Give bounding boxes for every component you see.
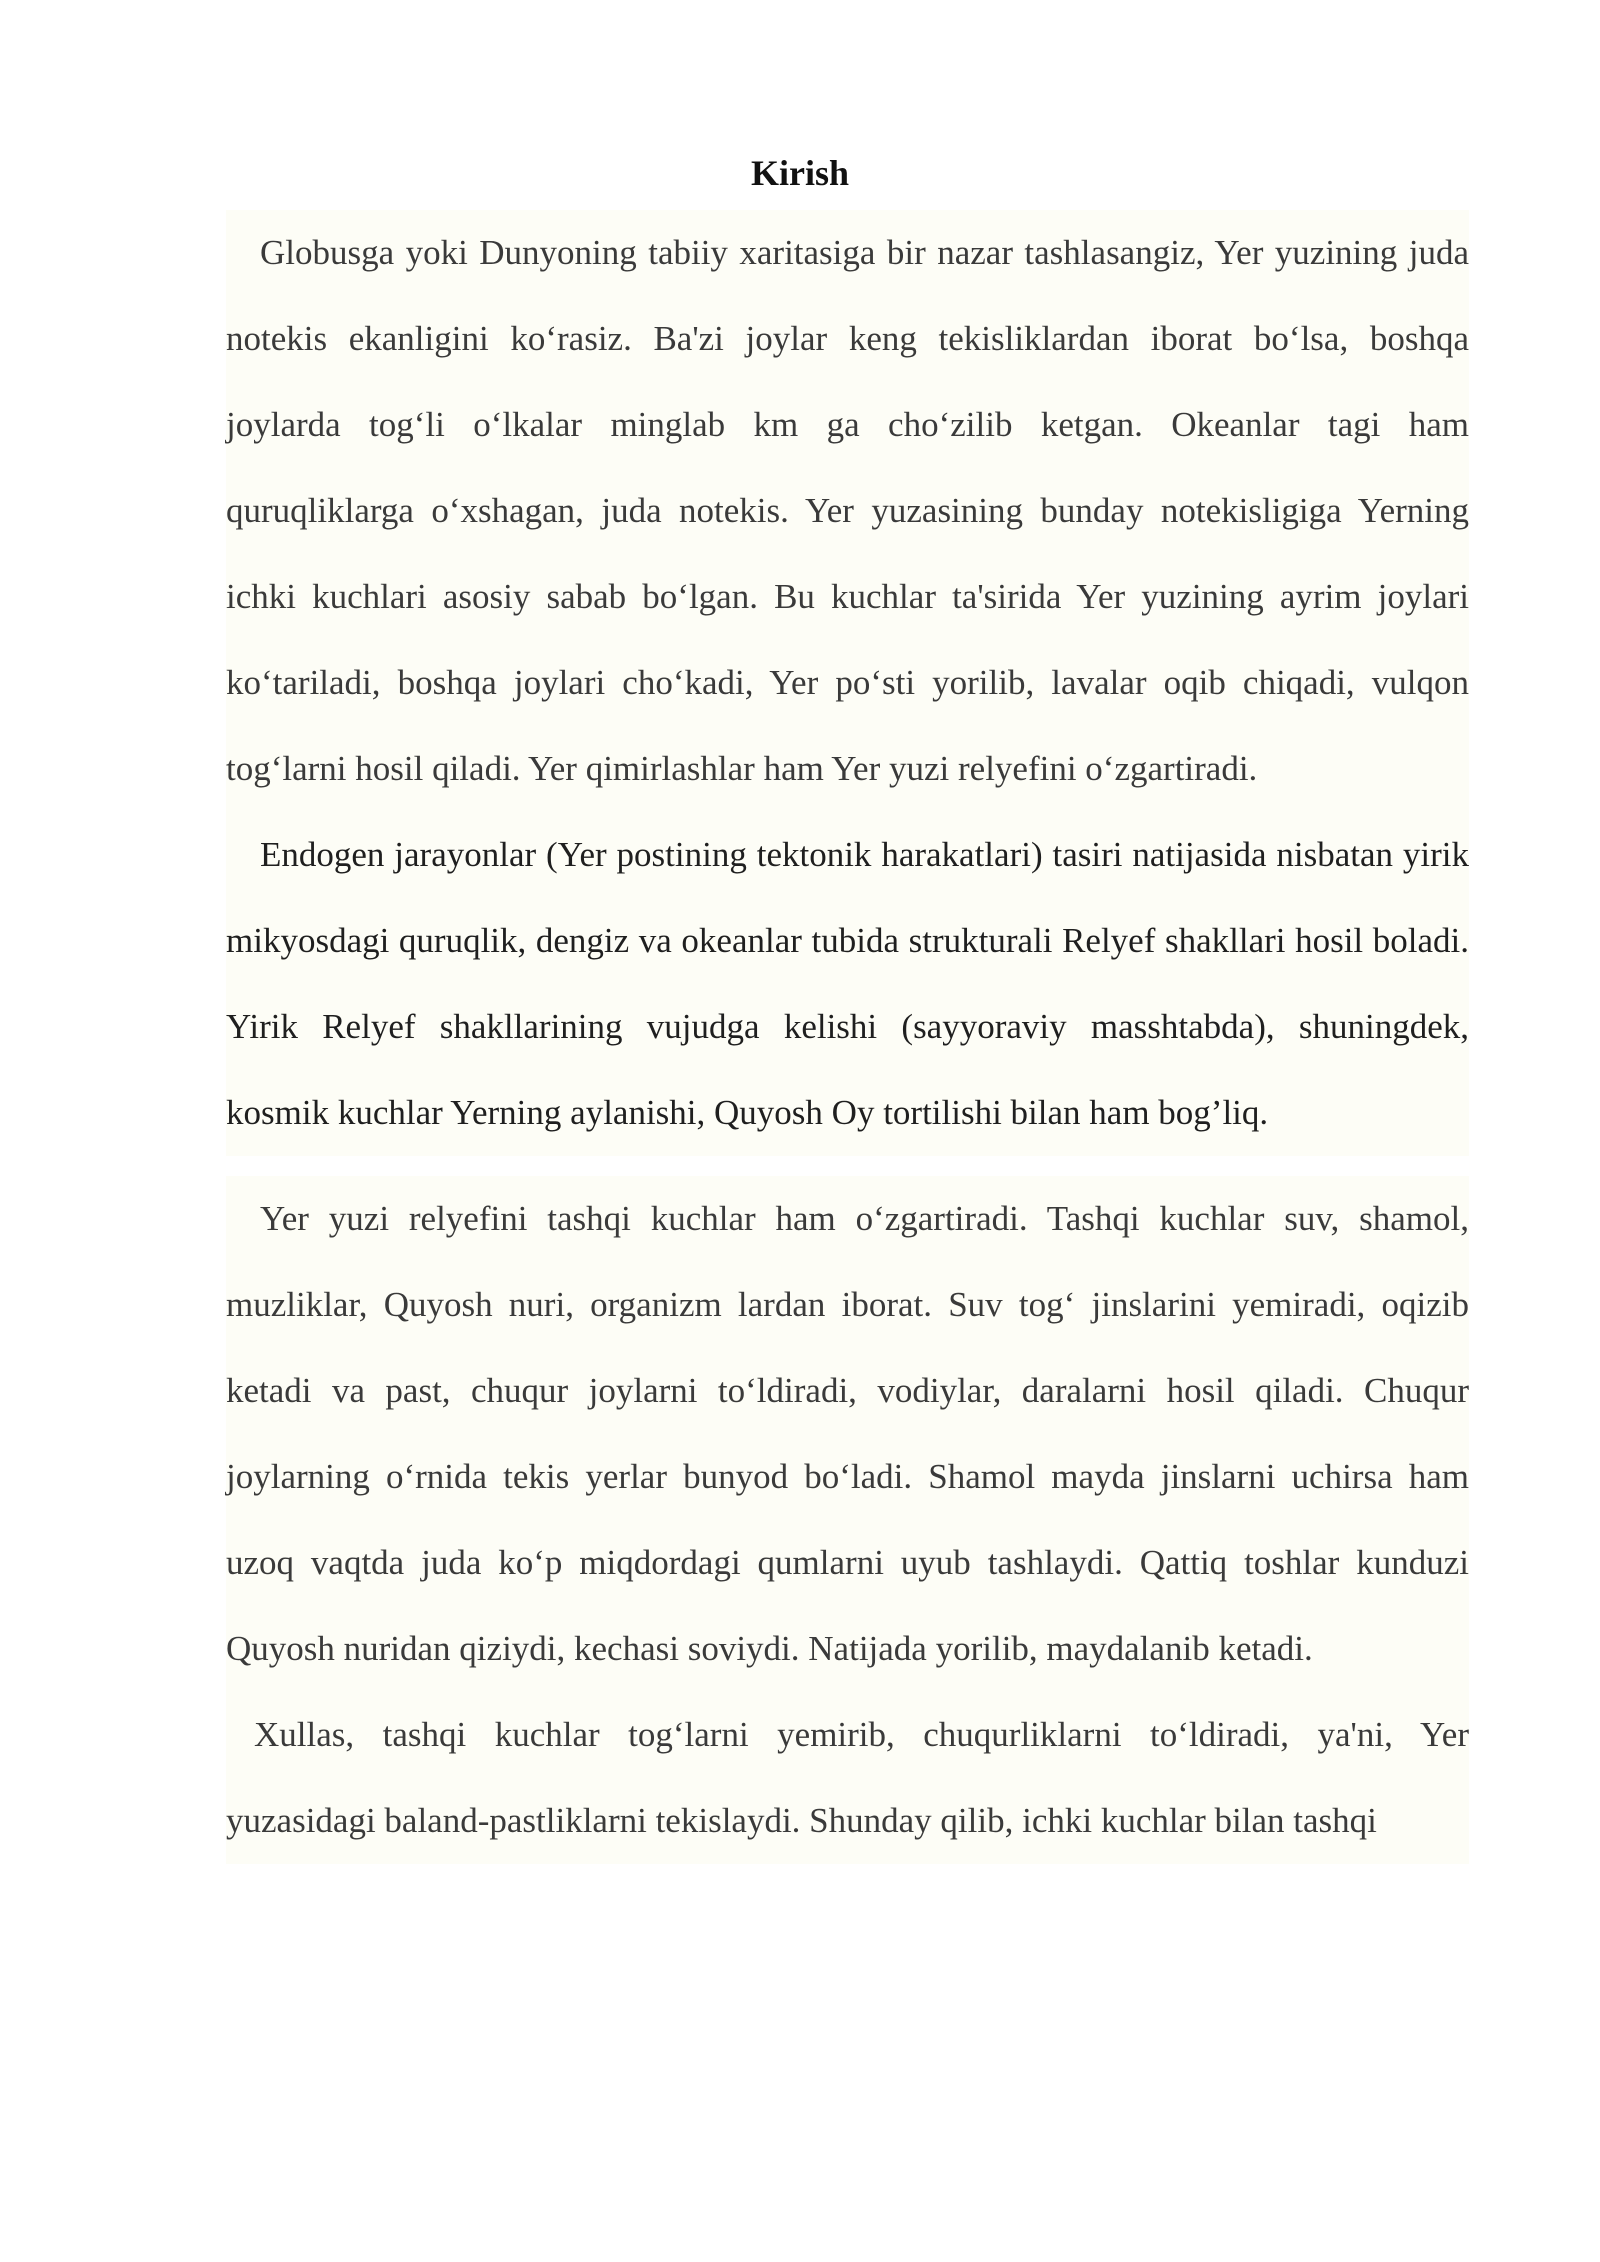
paragraph-3: Yer yuzi relyefini tashqi kuchlar ham o‘zgartiradi. Tashqi kuchlar suv, shamol, muzliklar, Quyosh nuri, organizm lardan iborat. Suv tog‘ jinslarini yemiradi, oqizib ketadi va past, chuqur joylarni to‘ldiradi, vodiylar, daralarni hosil qiladi. Chuqur joylarning o‘rnida tekis yerlar bunyod bo‘ladi. Shamol mayda jinslarni uchirsa ham uzoq vaqtda juda ko‘p miqdordagi qumlarni uyub tashlaydi. Qattiq toshlar kunduzi Quyosh nuridan qiziydi, kechasi soviydi. Natijada yorilib, maydalanib ketadi. (226, 1176, 1469, 1692)
paragraph-4: Xullas, tashqi kuchlar tog‘larni yemirib, chuqurliklarni to‘ldiradi, ya'ni, Yer yuzasidagi baland-pastliklarni tekislaydi. Shunday qilib, ichki kuchlar bilan tashqi (226, 1692, 1469, 1864)
page-title: Kirish (750, 153, 849, 193)
document-body (226, 210, 1469, 1864)
paragraph-2: Endogen jarayonlar (Yer postining tektonik harakatlari) tasiri natijasida nisbatan yirik mikyosdagi quruqlik, dengiz va okeanlar tubida strukturali Relyef shakllari hosil boladi. Yirik Relyef shakllarining vujudga kelishi (sayyoraviy masshtabda), shuningdek, kosmik kuchlar Yerning aylanishi, Quyosh Oy tortilishi bilan ham bog’liq. (226, 812, 1469, 1156)
paragraph-1: Globusga yoki Dunyoning tabiiy xaritasiga bir nazar tashlasangiz, Yer yuzining juda notekis ekanligini ko‘rasiz. Ba'zi joylar keng tekisliklardan iborat bo‘lsa, boshqa joylarda tog‘li o‘lkalar minglab km ga cho‘zilib ketgan. Okeanlar tagi ham quruqliklarga o‘xshagan, juda notekis. Yer yuzasining bunday notekisligiga Yerning ichki kuchlari asosiy sabab bo‘lgan. Bu kuchlar ta'sirida Yer yuzining ayrim joylari ko‘tariladi, boshqa joylari cho‘kadi, Yer po‘sti yorilib, lavalar oqib chiqadi, vulqon tog‘larni hosil qiladi. Yer qimirlashlar ham Yer yuzi relyefini o‘zgartiradi. (226, 210, 1469, 812)
